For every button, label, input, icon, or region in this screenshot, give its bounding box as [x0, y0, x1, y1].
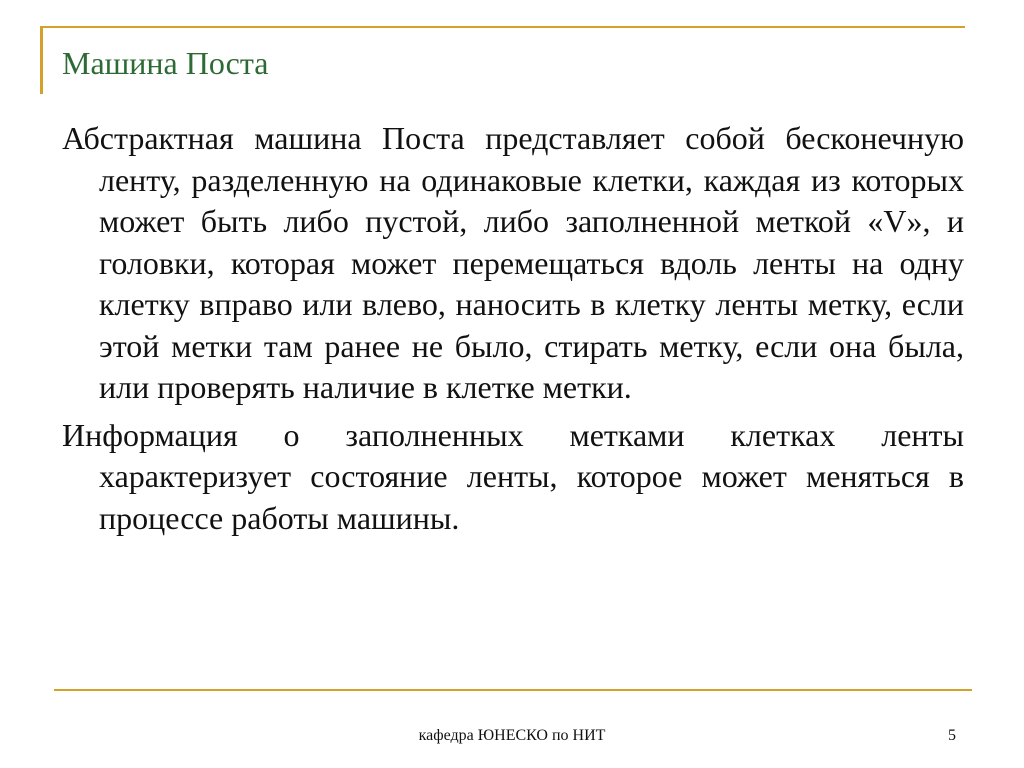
page-number: 5 — [948, 727, 956, 744]
title-top-rule — [40, 26, 965, 28]
footer-text: кафедра ЮНЕСКО по НИТ — [418, 727, 606, 744]
title-accent-bar — [40, 28, 43, 94]
slide-body — [62, 118, 964, 545]
footer-rule — [54, 689, 972, 691]
paragraph-post-machine-definition: Абстрактная машина Поста представляет собой бесконечную ленту, разделенную на одинаковые клетки, каждая из которых может быть либо пустой, либо заполненной меткой «V», и головки, которая может перемещаться вдоль ленты на одну клетку вправо или влево, наносить в клетку ленты метку, если этой метки там ранее не было, стирать метку, если она была, или проверять наличие в клетке метки. — [62, 120, 964, 405]
paragraph-tape-state: Информация о заполненных метками клетках ленты характеризует состояние ленты, которое может меняться в процессе работы машины. — [62, 416, 964, 536]
slide-title: Машина Поста — [62, 45, 269, 81]
